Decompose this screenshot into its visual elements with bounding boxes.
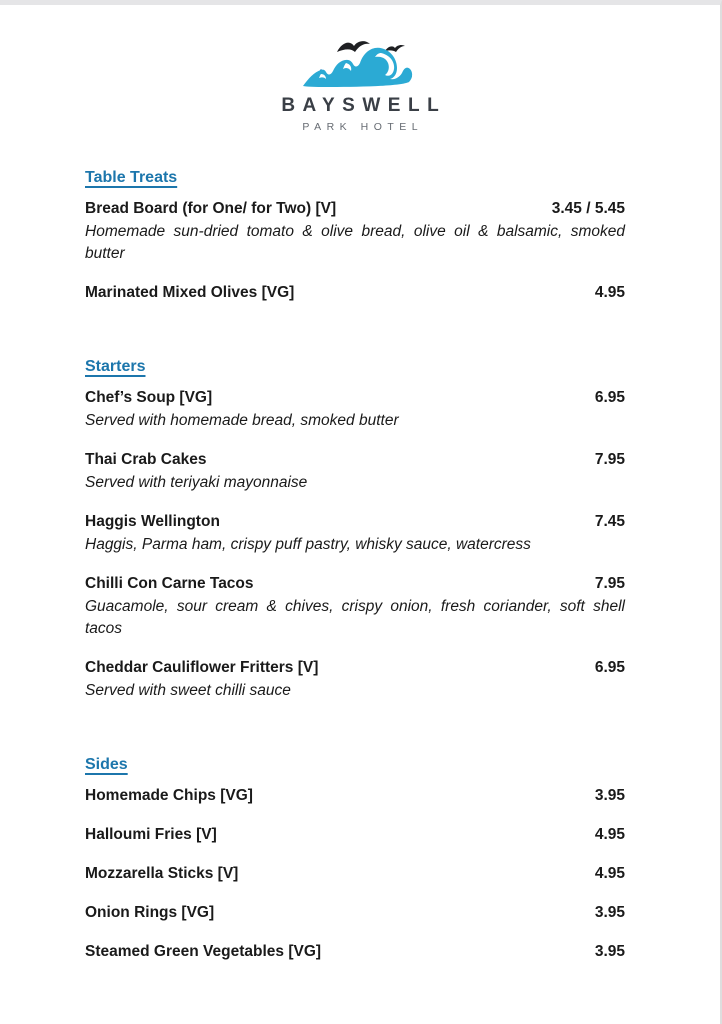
menu-item <box>85 510 625 556</box>
item-name: Bread Board (for One/ for Two) [V] <box>85 200 337 217</box>
menu-item-row <box>85 197 625 220</box>
item-description: Served with sweet chilli sauce <box>85 682 291 699</box>
menu-item-row <box>85 510 625 533</box>
section-title: Starters <box>85 358 146 375</box>
menu-item <box>85 386 625 432</box>
item-price: 7.45 <box>594 513 625 530</box>
menu-item-row <box>85 448 625 471</box>
item-name: Mozzarella Sticks [V] <box>85 865 239 882</box>
wave-icon <box>303 48 412 87</box>
brand-tagline: PARK HOTEL <box>302 121 424 133</box>
menu-item <box>85 572 625 640</box>
item-name: Steamed Green Vegetables [VG] <box>85 943 322 960</box>
menu-item <box>85 448 625 494</box>
item-price: 3.45 / 5.45 <box>551 200 625 217</box>
menu-item-row <box>85 572 625 595</box>
item-name: Onion Rings [VG] <box>85 904 215 921</box>
menu-item <box>85 823 625 846</box>
wave-logo-icon <box>301 37 419 91</box>
menu-content <box>85 167 625 963</box>
brand-name: BAYSWELL <box>281 95 447 116</box>
menu-item-row <box>85 656 625 679</box>
item-price: 3.95 <box>594 943 625 960</box>
item-description: Served with teriyaki mayonnaise <box>85 474 308 491</box>
section-items <box>85 386 625 702</box>
item-price: 6.95 <box>594 389 625 406</box>
item-name: Chef’s Soup [VG] <box>85 389 213 406</box>
item-description: Guacamole, sour cream & chives, crispy onion, fresh coriander, soft shell tacos <box>85 598 625 637</box>
hotel-logo <box>0 5 720 133</box>
menu-item-row <box>85 862 625 885</box>
menu-item <box>85 784 625 807</box>
menu-item <box>85 656 625 702</box>
menu-section <box>85 356 625 702</box>
item-description: Served with homemade bread, smoked butter <box>85 412 399 429</box>
item-name: Halloumi Fries [V] <box>85 826 217 843</box>
menu-item-row <box>85 281 625 304</box>
section-items <box>85 197 625 304</box>
menu-item <box>85 197 625 265</box>
item-price: 4.95 <box>594 865 625 882</box>
menu-item <box>85 901 625 924</box>
item-name: Chilli Con Carne Tacos <box>85 575 254 592</box>
menu-item <box>85 940 625 963</box>
menu-section <box>85 754 625 963</box>
item-name: Cheddar Cauliflower Fritters [V] <box>85 659 319 676</box>
item-name: Thai Crab Cakes <box>85 451 207 468</box>
item-price: 4.95 <box>594 826 625 843</box>
section-title: Table Treats <box>85 169 178 186</box>
item-name: Homemade Chips [VG] <box>85 787 253 804</box>
menu-item-row <box>85 901 625 924</box>
item-price: 6.95 <box>594 659 625 676</box>
item-description: Homemade sun-dried tomato & olive bread, olive oil & balsamic, smoked butter <box>85 223 625 262</box>
item-price: 3.95 <box>594 787 625 804</box>
menu-item-row <box>85 784 625 807</box>
menu-item-row <box>85 386 625 409</box>
item-description: Haggis, Parma ham, crispy puff pastry, whisky sauce, watercress <box>85 536 531 553</box>
item-price: 7.95 <box>594 451 625 468</box>
item-price: 3.95 <box>594 904 625 921</box>
menu-item <box>85 281 625 304</box>
section-items <box>85 784 625 963</box>
menu-section <box>85 167 625 304</box>
item-price: 4.95 <box>594 284 625 301</box>
menu-item-row <box>85 823 625 846</box>
item-price: 7.95 <box>594 575 625 592</box>
menu-item <box>85 862 625 885</box>
item-name: Marinated Mixed Olives [VG] <box>85 284 295 301</box>
item-name: Haggis Wellington <box>85 513 220 530</box>
menu-item-row <box>85 940 625 963</box>
section-title: Sides <box>85 756 128 773</box>
